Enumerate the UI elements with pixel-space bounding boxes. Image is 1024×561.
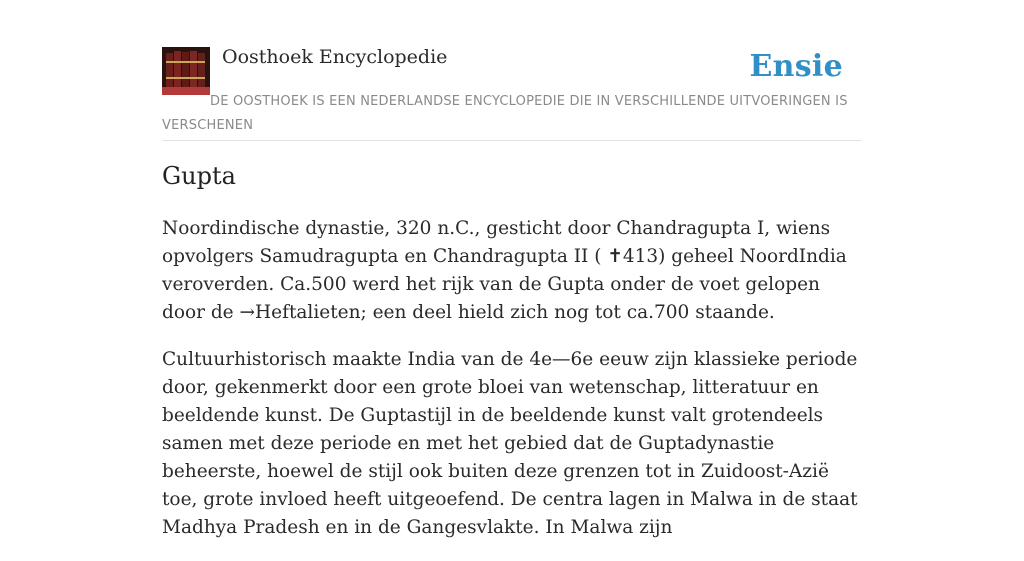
site-name-link[interactable]: Oosthoek Encyclopedie: [222, 46, 448, 68]
article-paragraph: [162, 215, 864, 327]
paragraph-text: ; een deel hield zich nog tot ca.700 staande.: [360, 302, 775, 323]
books-icon: [162, 47, 210, 95]
paragraph-text: Noordindische dynastie, 320 n.C., gesticht door Chandragupta I, wiens opvolgers Samudragupta en Chandragupta II ( ✝413) geheel NoordIndia veroverden. Ca.500 werd het rijk van de Gupta onder de voet gelopen door de: [162, 218, 847, 323]
article-body: [162, 215, 864, 561]
ensie-logo-link[interactable]: Ensie: [749, 49, 843, 84]
encyclopedia-books-avatar[interactable]: [162, 47, 210, 95]
article-paragraph: Cultuurhistorisch maakte India van de 4e—6e eeuw zijn klassieke periode door, gekenmerkt door een grote bloei van wetenschap, litteratuur en beeldende kunst. De Guptastijl in de beeldende kunst valt grotendeels samen met deze periode en met het gebied dat de Guptadynastie beheerste, hoewel de stijl ook buiten deze grenzen tot in Zuidoost-Azië toe, grote invloed heeft uitgeoefend. De centra lagen in Malwa in de staat Madhya Pradesh en in de Gangesvlakte. In Malwa zijn: [162, 349, 858, 538]
article-title: Gupta: [162, 162, 236, 190]
site-header: [162, 45, 862, 141]
site-tagline: DE OOSTHOEK IS EEN NEDERLANDSE ENCYCLOPEDIE DIE IN VERSCHILLENDE UITVOERINGEN IS VERSCHENEN: [162, 94, 848, 133]
heftalieten-link[interactable]: →Heftalieten: [239, 302, 361, 323]
